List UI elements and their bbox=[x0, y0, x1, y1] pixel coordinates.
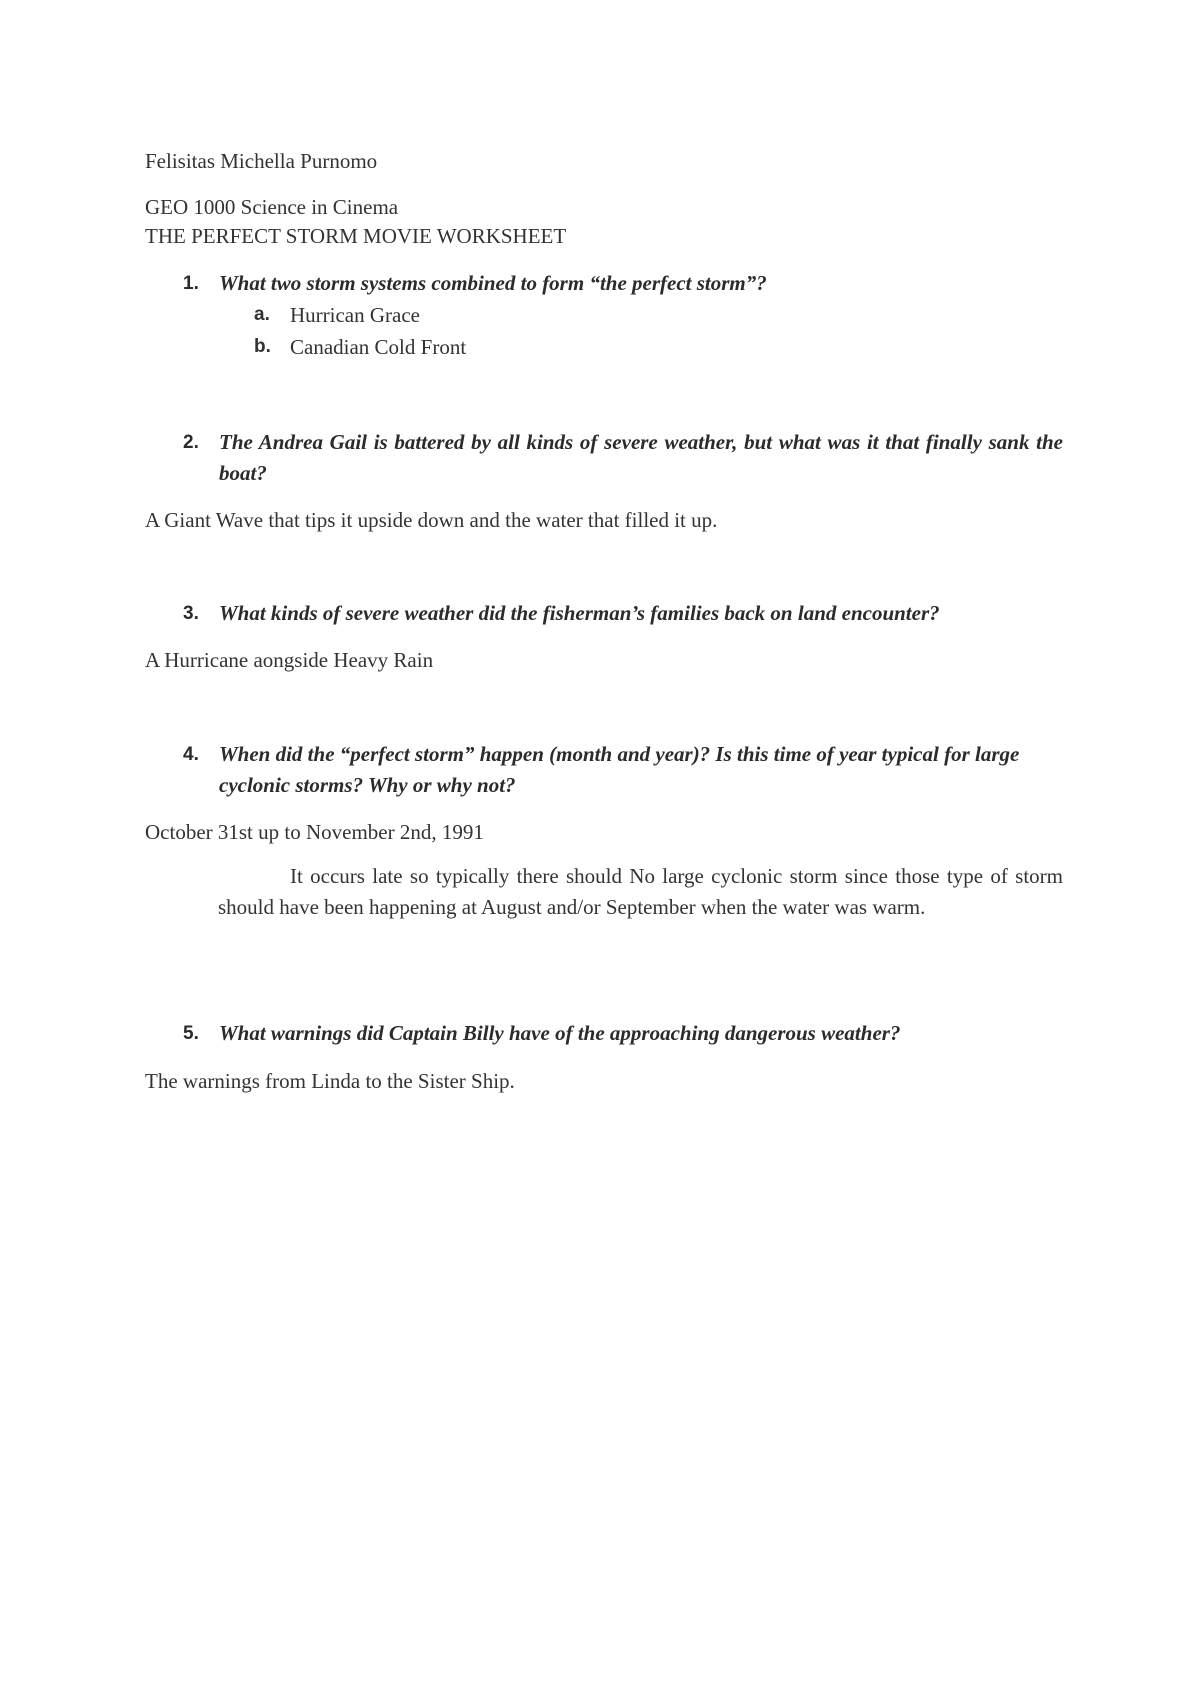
question-1 bbox=[183, 268, 1063, 299]
question-number: 5. bbox=[183, 1023, 199, 1044]
question-4 bbox=[183, 739, 1063, 801]
list-marker: b. bbox=[254, 336, 271, 357]
answer-4: October 31st up to November 2nd, 1991 bbox=[145, 820, 484, 844]
question-number: 2. bbox=[183, 432, 199, 453]
list-item-text: Canadian Cold Front bbox=[290, 335, 467, 359]
list-marker: a. bbox=[254, 304, 270, 325]
answer-3: A Hurricane aongside Heavy Rain bbox=[145, 648, 434, 672]
question-number: 3. bbox=[183, 603, 199, 624]
question-3 bbox=[183, 598, 1063, 629]
question-text: What kinds of severe weather did the fisherman’s families back on land encounter? bbox=[219, 601, 940, 625]
question-text: What warnings did Captain Billy have of the approaching dangerous weather? bbox=[219, 1021, 901, 1045]
course-name: GEO 1000 Science in Cinema bbox=[145, 195, 399, 219]
author-name: Felisitas Michella Purnomo bbox=[145, 149, 378, 173]
question-text: When did the “perfect storm” happen (month and year)? Is this time of year typical for large cyclonic storms? Why or why not? bbox=[219, 742, 1020, 797]
worksheet-title: THE PERFECT STORM MOVIE WORKSHEET bbox=[145, 224, 567, 248]
answer-2: A Giant Wave that tips it upside down and the water that filled it up. bbox=[145, 508, 718, 532]
answer-5: The warnings from Linda to the Sister Ship. bbox=[145, 1069, 515, 1093]
question-number: 4. bbox=[183, 744, 199, 765]
question-2 bbox=[183, 427, 1063, 489]
answer-4-explanation: It occurs late so typically there should No large cyclonic storm since those type of storm should have been happening at August and/or September when the water was warm. bbox=[218, 864, 1063, 919]
question-number: 1. bbox=[183, 273, 199, 294]
list-item-text: Hurrican Grace bbox=[290, 303, 420, 327]
question-text: What two storm systems combined to form “the perfect storm”? bbox=[219, 271, 767, 295]
question-5 bbox=[183, 1018, 1063, 1049]
question-text: The Andrea Gail is battered by all kinds of severe weather, but what was it that finally sank the boat? bbox=[219, 430, 1063, 485]
